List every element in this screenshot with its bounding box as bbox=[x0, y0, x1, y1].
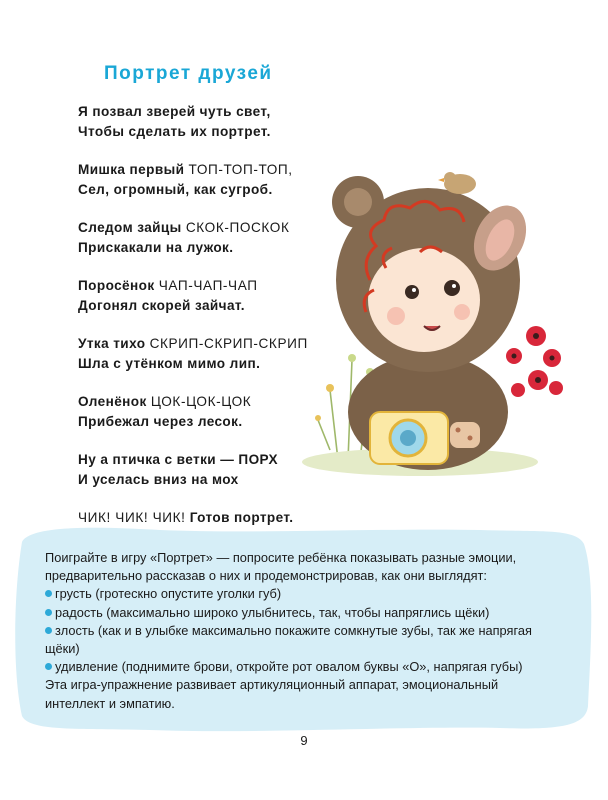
child-in-bear-costume-illustration bbox=[300, 160, 568, 480]
camera bbox=[370, 412, 448, 464]
stanza-1 bbox=[78, 102, 338, 142]
tip-line: интеллект и эмпатию. bbox=[45, 695, 175, 711]
tip-item-text: злость (как и в улыбке максимально покажите сомкнутые зубы, так же напрягая bbox=[55, 622, 532, 638]
bullet-dot-icon bbox=[45, 590, 52, 597]
poem-line: И уселась вниз на мох bbox=[78, 472, 239, 487]
sound-word: ЦОК-ЦОК-ЦОК bbox=[150, 394, 252, 409]
stanza-7 bbox=[78, 450, 338, 490]
tip-item-text: грусть (гротескно опустите уголки губ) bbox=[55, 586, 282, 602]
stanza-2 bbox=[78, 160, 338, 200]
poem-line: Чтобы сделать их портрет. bbox=[78, 124, 271, 139]
bullet-dot-icon bbox=[45, 627, 52, 634]
sound-word: ЧИК! ЧИК! ЧИК! bbox=[78, 510, 186, 525]
poem-text: Поросёнок bbox=[78, 278, 159, 293]
tip-item-text: удивление (поднимите брови, откройте рот овалом буквы «О», напрягая губы) bbox=[55, 659, 523, 675]
page-title: Портрет друзей bbox=[104, 63, 273, 84]
tip-list-item bbox=[45, 658, 575, 676]
poem-line: Ну а птичка с ветки — ПОРХ bbox=[78, 452, 278, 467]
poem-line bbox=[78, 392, 338, 412]
poem-line bbox=[78, 276, 338, 296]
tip-item-text: радость (максимально широко улыбнитесь, так, чтобы напряглись щёки) bbox=[55, 604, 490, 620]
poem-text: Следом зайцы bbox=[78, 220, 186, 235]
stanza-3 bbox=[78, 218, 338, 258]
bullet-dot-icon bbox=[45, 609, 52, 616]
stanza-5 bbox=[78, 334, 338, 374]
poem-line bbox=[78, 334, 338, 354]
stanza-4 bbox=[78, 276, 338, 316]
tip-list-item bbox=[45, 585, 575, 603]
stanza-6 bbox=[78, 392, 338, 432]
tip-list-item bbox=[45, 604, 575, 622]
patterned-sleeve bbox=[450, 422, 480, 448]
poem-line: Сел, огромный, как сугроб. bbox=[78, 182, 273, 197]
poem-line: Шла с утёнком мимо лип. bbox=[78, 356, 261, 371]
sound-word: СКОК-ПОСКОК bbox=[185, 220, 290, 235]
poem bbox=[78, 102, 338, 566]
poem-text: Оленёнок bbox=[78, 394, 151, 409]
tip-text bbox=[45, 549, 575, 713]
tip-list-item bbox=[45, 622, 575, 640]
poem-line bbox=[78, 218, 338, 238]
poem-line: Догонял скорей зайчат. bbox=[78, 298, 245, 313]
tip-line: Эта игра-упражнение развивает артикуляционный аппарат, эмоциональный bbox=[45, 677, 499, 693]
poem-line: Я позвал зверей чуть свет, bbox=[78, 104, 271, 119]
tip-line: предварительно рассказав о них и продемонстрировав, как они выглядят: bbox=[45, 568, 487, 584]
poem-line bbox=[78, 160, 338, 180]
poem-text: Мишка первый bbox=[78, 162, 189, 177]
poem-line: Прискакали на лужок. bbox=[78, 240, 234, 255]
tip-line: щёки) bbox=[45, 641, 80, 657]
poem-text: Готов портрет. bbox=[185, 510, 294, 525]
page-number: 9 bbox=[300, 733, 308, 748]
sound-word: СКРИП-СКРИП-СКРИП bbox=[149, 336, 308, 351]
sound-word: ЧАП-ЧАП-ЧАП bbox=[158, 278, 258, 293]
tip-line: Поиграйте в игру «Портрет» — попросите ребёнка показывать разные эмоции, bbox=[45, 550, 517, 565]
poem-text: Утка тихо bbox=[78, 336, 150, 351]
poem-line: Прибежал через лесок. bbox=[78, 414, 243, 429]
bullet-dot-icon bbox=[45, 663, 52, 670]
sound-word: ТОП-ТОП-ТОП, bbox=[188, 162, 293, 177]
